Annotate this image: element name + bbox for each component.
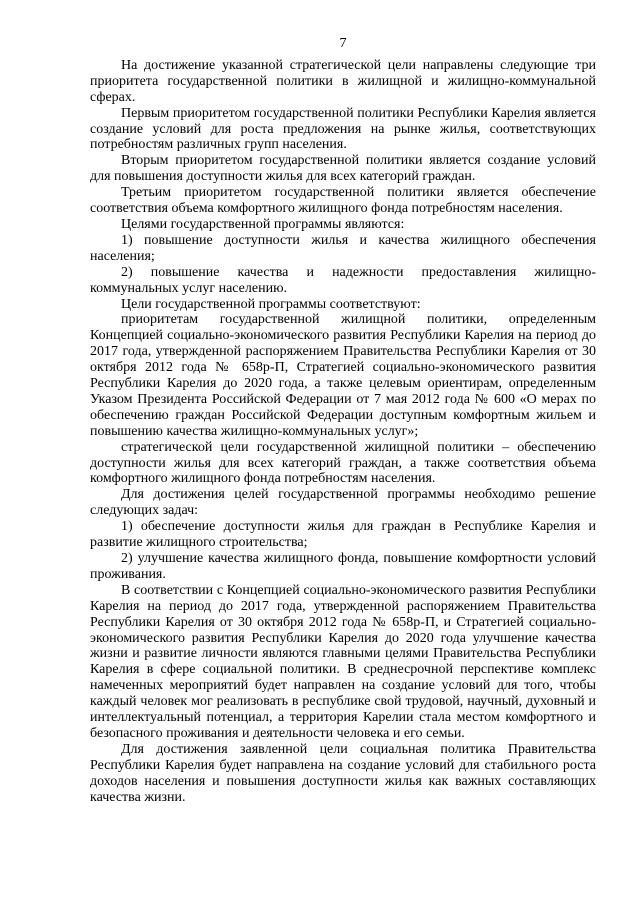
paragraph-housing-policy-priorities: приоритетам государственной жилищной политики, определенным Концепцией социально-экономического развития Республики Карелия на период до 2017 года, утвержденной распоряжением Правительства Республики Карелия от 30 октября 2012 года № 658р-П, Стратегией социально-экономического развития Республики Карелия до 2020 года, а также целевым ориентирам, определенным Указом Президента Российской Федерации от 7 мая 2012 года № 600 «О мерах по обеспечению граждан Российской Федерации доступным комфортным жильем и повышению качества жилищно-коммунальных услуг»;: [90, 312, 596, 439]
paragraph-strategic-goal: стратегической цели государственной жилищной политики – обеспечению доступности жилья для всех категорий граждан, а также соответствия объема комфортного жилищного фонда потребностям населения.: [90, 439, 596, 487]
paragraph-third-priority: Третьим приоритетом государственной политики является обеспечение соответствия объема комфортного жилищного фонда потребностям населения.: [90, 185, 596, 217]
paragraph-tasks-heading: Для достижения целей государственной программы необходимо решение следующих задач:: [90, 487, 596, 519]
paragraph-goals-heading: Целями государственной программы являются:: [121, 216, 405, 232]
paragraph-concept-strategy: В соответствии с Концепцией социально-экономического развития Республики Карелия на период до 2017 года, утвержденной распоряжением Правительства Республики Карелия от 30 октября 2012 года № 658р-П, и Стратегией социально-экономического развития Республики Карелия до 2020 года улучшение качества жизни и развитие личности являются главными целями Правительства Республики Карелия в сфере социальной политики. В среднесрочной перспективе комплекс намеченных мероприятий будет направлен на создание условий для того, чтобы каждый человек мог реализовать в республике свой трудовой, научный, духовный и интеллектуальный потенциал, а территория Карелии стала местом комфортного и безопасного проживания и деятельности человека и его семьи.: [90, 582, 596, 741]
paragraph-goals-correspond: Цели государственной программы соответствуют:: [121, 296, 421, 312]
paragraph-goal-1: 1) повышение доступности жилья и качества жилищного обеспечения населения;: [90, 232, 596, 264]
paragraph-first-priority: Первым приоритетом государственной политики Республики Карелия является создание условий для роста предложения на рынке жилья, соответствующих потребностям различных групп населения.: [90, 105, 596, 153]
paragraph-social-policy: Для достижения заявленной цели социальная политика Правительства Республики Карелия будет направлена на создание условий для стабильного роста доходов населения и повышения доступности жилья как важных составляющих качества жизни.: [90, 741, 596, 805]
page-number: 7: [339, 36, 347, 51]
paragraph-second-priority: Вторым приоритетом государственной политики является создание условий для повышения доступности жилья для всех категорий граждан.: [90, 153, 596, 185]
paragraph-task-1: 1) обеспечение доступности жилья для граждан в Республике Карелия и развитие жилищного строительства;: [90, 519, 596, 551]
paragraph-priorities-intro: На достижение указанной стратегической цели направлены следующие три приоритета государственной политики в жилищной и жилищно-коммунальной сферах.: [90, 57, 596, 105]
paragraph-task-2: 2) улучшение качества жилищного фонда, повышение комфортности условий проживания.: [90, 551, 596, 582]
paragraph-goal-2: 2) повышение качества и надежности предоставления жилищно-коммунальных услуг населению.: [90, 264, 596, 296]
document-page: [90, 36, 596, 806]
